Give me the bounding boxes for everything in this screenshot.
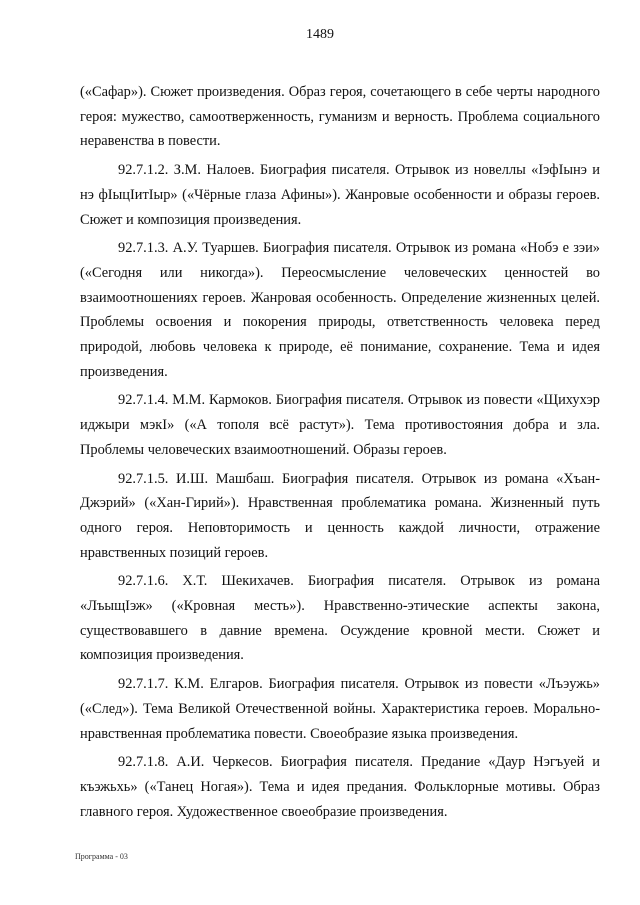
paragraph-92-7-1-2: 92.7.1.2. З.М. Налоев. Биография писателя. Отрывок из новеллы «ІэфІынэ и нэ фІыцІитІыр» («Чёрные глаза Афины»). Жанровые особенности и образы героев. Сюжет и композиция произведения. xyxy=(80,162,600,228)
paragraph-92-7-1-6: 92.7.1.6. Х.Т. Шекихачев. Биография писателя. Отрывок из романа «ЛъыщІэж» («Кровная месть»). Нравственно-этические аспекты закона, существовавшего в давние времена. Осуждение кровной мести. Сюжет и композиция произведения. xyxy=(80,573,600,664)
paragraph-92-7-1-8: 92.7.1.8. А.И. Черкесов. Биография писателя. Предание «Даур Нэгъуей и къэжьхь» («Танец Ногая»). Тема и идея предания. Фольклорные мотивы. Образ главного героя. Художественное своеобразие произведения. xyxy=(80,754,600,820)
paragraph-continuation: («Сафар»). Сюжет произведения. Образ героя, сочетающего в себе черты народного героя: мужество, самоотверженность, гуманизм и верность. Проблема социального неравенства в повести. xyxy=(80,84,600,150)
page-body xyxy=(80,80,600,824)
paragraph-92-7-1-3: 92.7.1.3. А.У. Туаршев. Биография писателя. Отрывок из романа «Нобэ е зэи» («Сегодня или никогда»). Переосмысление человеческих ценностей во взаимоотношениях героев. Жанровая особенность. Определение жизненных целей. Проблемы освоения и покорения природы, ответственность человека перед природой, любовь человека к природе, её понимание, сохранение. Тема и идея произведения. xyxy=(80,240,600,380)
paragraph-92-7-1-4: 92.7.1.4. М.М. Кармоков. Биография писателя. Отрывок из повести «Щихухэр иджыри мэкІ» («А тополя всё растут»). Тема противостояния добра и зла. Проблемы человеческих взаимоотношений. Образы героев. xyxy=(80,392,600,458)
page-number: 1489 xyxy=(306,27,334,42)
page-footer: Программа - 03 xyxy=(75,852,128,861)
paragraph-92-7-1-5: 92.7.1.5. И.Ш. Машбаш. Биография писателя. Отрывок из романа «Хъан-Джэрий» («Хан-Гирий»). Нравственная проблематика романа. Жизненный путь одного героя. Неповторимость и ценность каждой личности, отражение нравственных позиций героев. xyxy=(80,470,600,561)
paragraph-92-7-1-7: 92.7.1.7. К.М. Елгаров. Биография писателя. Отрывок из повести «Лъэужь» («След»). Тема Великой Отечественной войны. Характеристика героев. Морально-нравственная проблематика повести. Своеобразие языка произведения. xyxy=(80,676,600,742)
